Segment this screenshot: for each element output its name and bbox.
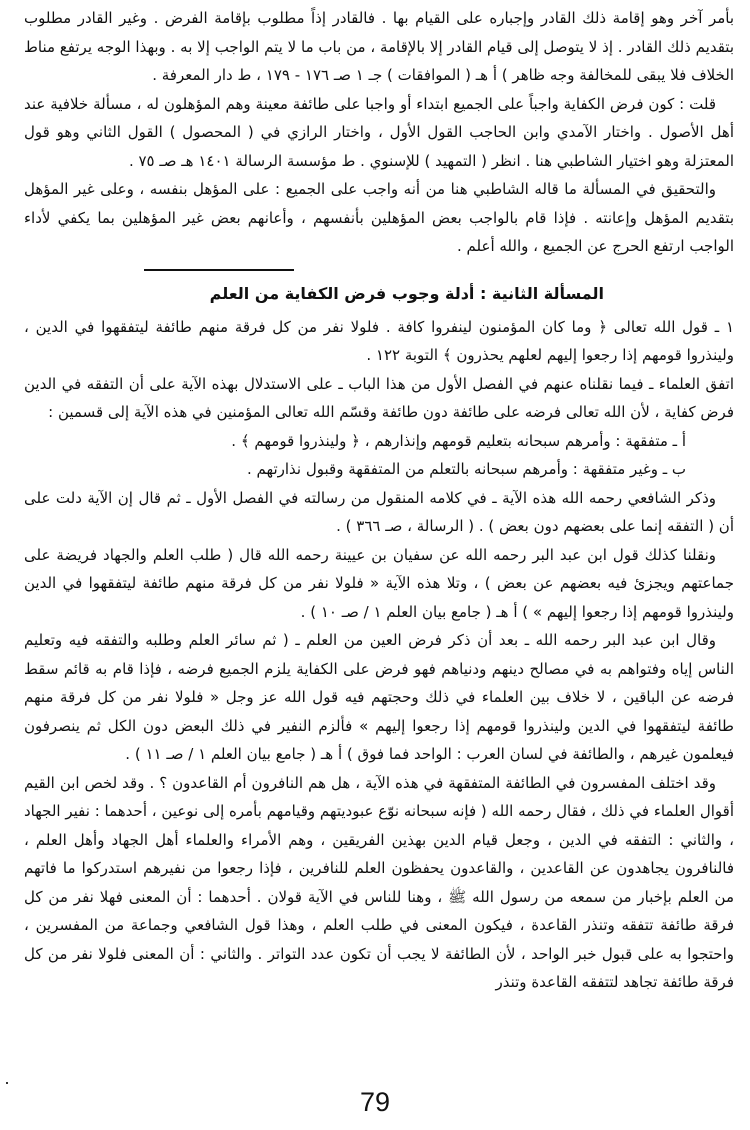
paragraph: وذكر الشافعي رحمه الله هذه الآية ـ في كلامه المنقول من رسالته في الفصل الأول ـ ثم قال إن الآية دلت على أن ( التفقه إنما على بعضهم دون بعض ) . ( الرسالة ، صـ ٣٦٦ ) . <box>24 488 734 535</box>
paragraph: وقال ابن عبد البر رحمه الله ـ بعد أن ذكر فرض العين من العلم ـ ( ثم سائر العلم وطلبه والتفقه فيه وتعليم الناس إياه وفتواهم به في مصالح دينهم ودنياهم فهو فرض على الكفاية يلزم الجميع فرضه ، فإذا قام به قائم سقط فرضه عن الباقين ، لا خلاف بين العلماء في ذلك وحجتهم فيه قول الله عز وجل « فلولا نفر من كل فرقة منهم طائفة ليتفقهوا في الدين ولينذروا قومهم إذا رجعوا إليهم » فألزم النفير في ذلك البعض دون الكل ثم ينصرفون فيعلمون غيرهم ، والطائفة في لسان العرب : الواحد فما فوق ) أ هـ ( جامع بيان العلم ١ / صـ ١١ ) . <box>24 631 734 763</box>
paragraph: بأمر آخر وهو إقامة ذلك القادر وإجباره على القيام بها . فالقادر إذاً مطلوب بإقامة الفرض . وغير القادر مطلوب بتقديم ذلك القادر . إذ لا يتوصل إلى قيام القادر إلا بالإقامة ، من باب ما لا يتم الواجب إلا به . وبهذا الوجه يرتفع مناط الخلاف فلا يبقى للمخالفة وجه ظاهر ) أ هـ ( الموافقات ) جـ ١ صـ ١٧٦ - ١٧٩ ، ط دار المعرفة . <box>24 9 734 84</box>
paragraph: قلت : كون فرض الكفاية واجباً على الجميع ابتداء أو واجبا على طائفة معينة وهم المؤهلون له ، مسألة خلافية عند أهل الأصول . واختار الآمدي وابن الحاجب القول الأول ، واختار الرازي في ( المحصول ) القول الثاني وهو قول المعتزلة وهو اختيار الشاطبي هنا . انظر ( التمهيد ) للإسنوي . ط مؤسسة الرسالة ١٤٠١ هـ صـ ٧٥ . <box>24 94 734 170</box>
paragraph: والتحقيق في المسألة ما قاله الشاطبي هنا من أنه واجب على الجميع : على المؤهل بنفسه ، وعلى غير المؤهل بتقديم المؤهل وإعانته . فإذا قام بالواجب بعض المؤهلين بأنفسهم ، وأعانهم بعض غير المؤهلين بما يكفي لأداء الواجب ارتفع الحرج عن الجميع ، والله أعلم . <box>24 180 734 255</box>
page-body <box>24 4 734 1064</box>
paragraph: وقد اختلف المفسرون في الطائفة المتفقهة في هذه الآية ، هل هم النافرون أم القاعدون ؟ . وقد لخص ابن القيم أقوال العلماء في ذلك ، فقال رحمه الله ( فإنه سبحانه نوّع عبوديتهم وقيامهم بأمره إلى نوعين ، أحدهما : نفير الجهاد ، والثاني : التفقه في الدين ، وجعل قيام الدين بهذين الفريقين ، وهم الأمراء والعلماء أهل الجهاد وأهل العلم ، فالنافرون يجاهدون عن القاعدين ، والقاعدون يحفظون العلم للنافرين ، فإذا رجعوا من نفيرهم استدركوا ما فاتهم من العلم بإخبار من سمعه من رسول الله ﷺ ، وهنا للناس في الآية قولان . أحدهما : أن المعنى فهلا نفر من كل فرقة طائفة تتفقه وتنذر القاعدة ، فيكون المعنى في طلب العلم ، وهذا قول الشافعي وجماعة من المفسرين ، واحتجوا به على قبول خبر الواحد ، لأن الطائفة لا يجب أن تكون عدد التواتر . والثاني : أن المعنى فلولا نفر من كل فرقة طائفة تجاهد لتتفقه القاعدة وتنذر <box>24 773 734 991</box>
page-number: 79 <box>359 1087 391 1117</box>
list-item: أ ـ متفقهة : وأمرهم سبحانه بتعليم قومهم وإنذارهم ، ﴿ ولينذروا قومهم ﴾ . <box>231 431 686 450</box>
paragraph: اتفق العلماء ـ فيما نقلناه عنهم في الفصل الأول من هذا الباب ـ على الاستدلال بهذه الآية على أن التفقه في الدين فرض كفاية ، لأن الله تعالى فرضه على طائفة دون طائفة وقسّم الله تعالى المؤمنين في هذه الآية إلى قسمين : <box>24 374 734 421</box>
scan-speck <box>6 1082 8 1084</box>
footnote-separator <box>144 269 294 271</box>
paragraph: ١ ـ قول الله تعالى ﴿ وما كان المؤمنون لينفروا كافة . فلولا نفر من كل فرقة منهم طائفة ليتفقهوا في الدين ، ولينذروا قومهم إذا رجعوا إليهم لعلهم يحذرون ﴾ التوبة ١٢٢ . <box>24 317 734 364</box>
list-item: ب ـ وغير متفقهة : وأمرهم سبحانه بالتعلم من المتفقهة وقبول نذارتهم . <box>247 460 686 478</box>
section-heading: المسألة الثانية : أدلة وجوب فرض الكفاية من العلم <box>209 283 604 303</box>
paragraph: ونقلنا كذلك قول ابن عبد البر رحمه الله عن سفيان بن عيينة رحمه الله قال ( طلب العلم والجهاد فريضة على جماعتهم ويجزئ فيه بعضهم عن بعض ) ، وتلا هذه الآية « فلولا نفر من كل فرقة منهم طائفة ليتفقهوا في الدين ولينذروا قومهم إذا رجعوا إليهم » ) أ هـ ( جامع بيان العلم ١ / صـ ١٠ ) . <box>24 545 734 621</box>
